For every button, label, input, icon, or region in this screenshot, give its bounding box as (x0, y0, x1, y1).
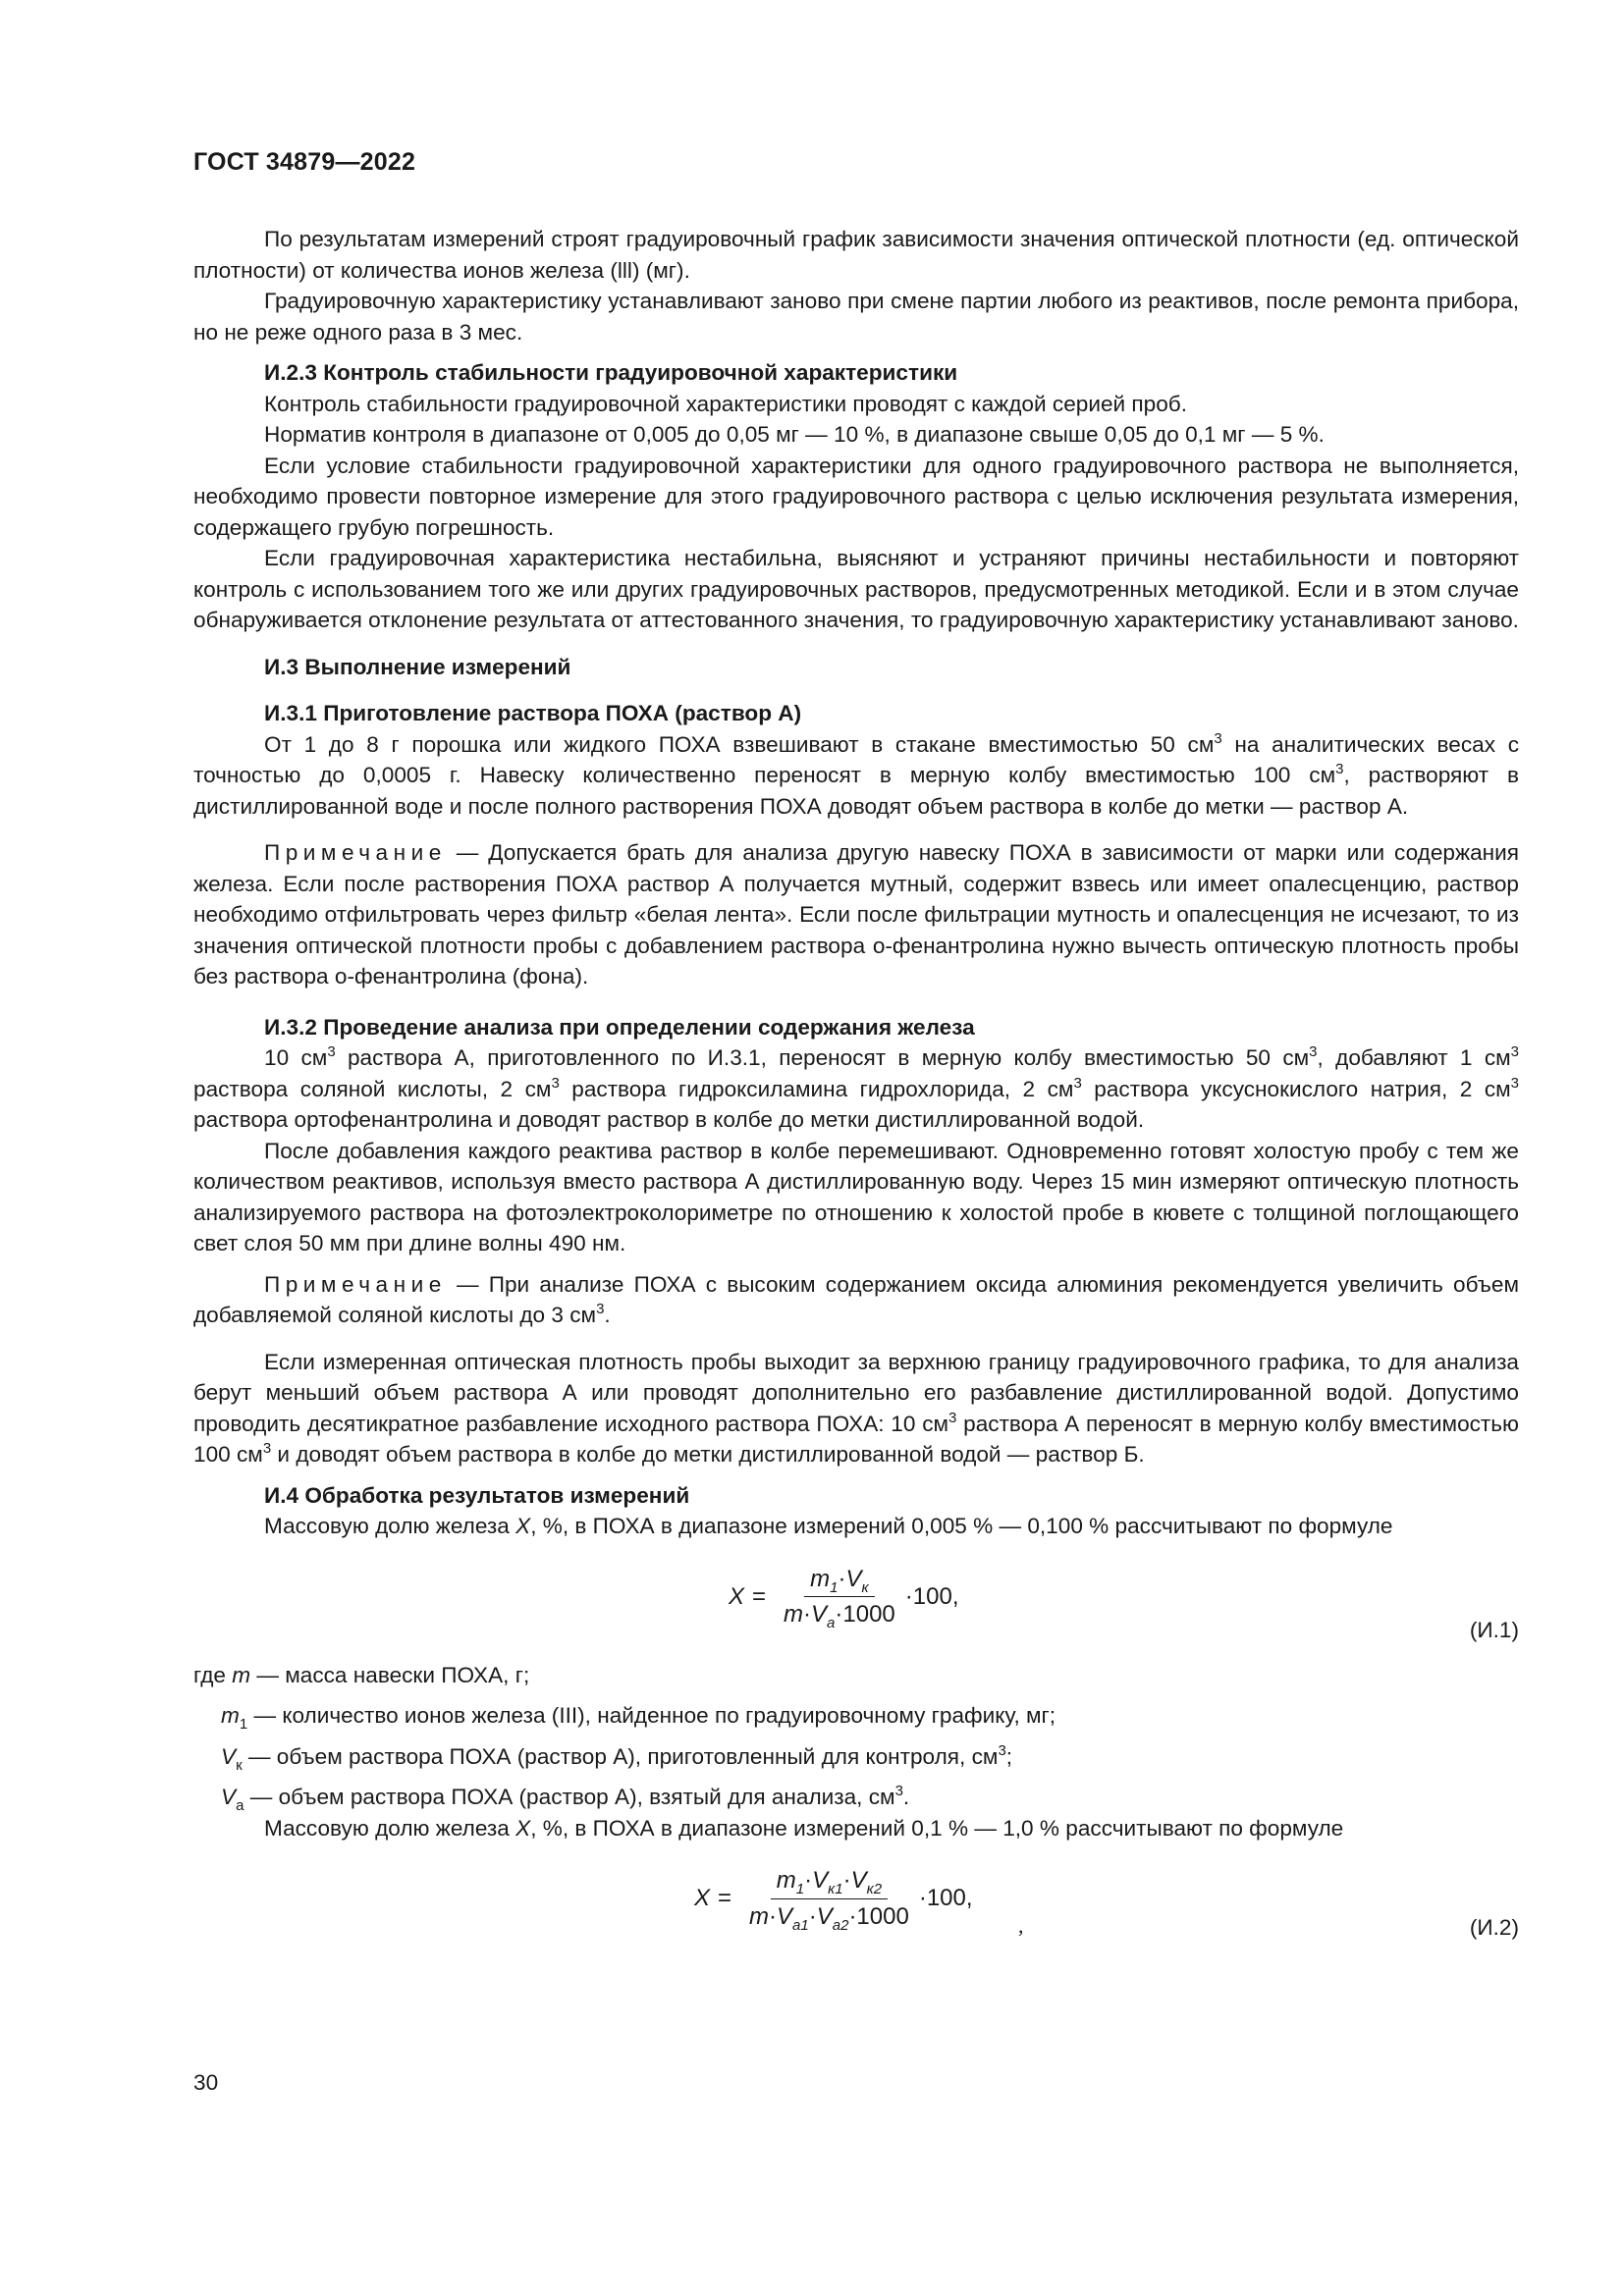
fraction: $\frac{m_1\cdot V_{к1}\cdot V_{к2}}{m\cdot V_{а1}\cdot V_{а2}\cdot 1000}$ (749, 1867, 909, 1934)
paragraph: Норматив контроля в диапазоне от 0,005 до 0,05 мг — 10 %, в диапазоне свыше 0,05 до 0,1 мг — 5 %. (264, 422, 1325, 447)
paragraph: От 1 до 8 г порошка или жидкого ПОХА взвешивают в стакане вместимостью 50 $см^3$ на аналитических весах с точностью до 0,0005 г. Навеску количественно переносят в мерную колбу вместимостью 100 $см^3$, растворяют в дистиллированной воде и после полного растворения ПОХА доводят объем раствора в колбе до метки — раствор А. (193, 729, 1519, 819)
page-number: 30 (193, 2070, 219, 2095)
section-heading-i23: И.2.3 Контроль стабильности градуировочной характеристики (264, 360, 958, 385)
section-heading-i31: И.3.1 Приготовление раствора ПОХА (раствор А) (264, 701, 802, 725)
definition: $m_1$ — количество ионов железа (III), найденное по градуировочному графику, мг; (221, 1703, 1056, 1733)
equation-number: (И.1) (1469, 1617, 1519, 1642)
note: Примечание — При анализе ПОХА с высоким содержанием оксида алюминия рекомендуется увеличить объем добавляемой соляной кислоты до 3 $см^3$. (193, 1271, 1519, 1327)
paragraph: По результатам измерений строят градуировочный график зависимости значения оптической плотности (ед. оптической плотности) от количества ионов железа (lll) (мг). (193, 227, 1519, 283)
paragraph: После добавления каждого реактива раствор в колбе перемешивают. Одновременно готовят холостую пробу с тем же количеством реактивов, используя вместо раствора А дистиллированную воду. Через 15 мин измеряют оптическую плотность анализируемого раствора на фотоэлектроколориметре по отношению к холостой пробе в кювете с толщиной поглощающего свет слоя 50 мм при длине волны 490 нм. (193, 1138, 1519, 1255)
standard-header: ГОСТ 34879—2022 (193, 148, 416, 176)
formula-i2: X = $\frac{m_1\cdot V_{к1}\cdot V_{к2}}{m\cdot V_{а1}\cdot V_{а2}\cdot 1000}$ ·100, , (И.2) (193, 1843, 1519, 1951)
stray-comma: , (1018, 1913, 1024, 1938)
formula-lhs: X (694, 1885, 711, 1912)
section-heading-i32: И.3.2 Проведение анализа при определении содержания железа (264, 1014, 975, 1040)
note-label: Примечание (264, 840, 447, 865)
note-label: Примечание (264, 1271, 447, 1297)
fraction: $\frac{m_1\cdot V_к}{m\cdot V_а\cdot 1000}$ (784, 1565, 895, 1631)
section-heading-i3: И.3 Выполнение измерений (264, 654, 571, 679)
note: Примечание — Допускается брать для анализа другую навеску ПОХА в зависимости от марки или содержания железа. Если после растворения ПОХА раствор А получается мутный, содержит взвесь или имеет опалесценцию, раствор необходимо отфильтровать через фильтр «белая лента». Если после фильтрации мутность и опалесценция не исчезают, то из значения оптической плотности пробы с добавлением раствора о-фенантролина нужно вычесть оптическую плотность пробы без раствора о-фенантролина (фона). (193, 840, 1519, 988)
paragraph: Массовую долю железа X, %, в ПОХА в диапазоне измерений 0,005 % — 0,100 % рассчитывают по формуле (264, 1514, 1393, 1538)
formula-lhs: X (729, 1582, 745, 1610)
paragraph: Контроль стабильности градуировочной характеристики проводят с каждой серией проб. (264, 391, 1187, 416)
paragraph: Массовую долю железа X, %, в ПОХА в диапазоне измерений 0,1 % — 1,0 % рассчитывают по формуле (264, 1815, 1344, 1841)
paragraph: Если условие стабильности градуировочной характеристики для одного градуировочного раствора не выполняется, необходимо провести повторное измерение для этого градуировочного раствора с целью исключения результата измерения, содержащего грубую погрешность. (193, 453, 1519, 540)
definition: где m — масса навески ПОХА, г; (193, 1662, 530, 1687)
paragraph: Градуировочную характеристику устанавливают заново при смене партии любого из реактивов, после ремонта прибора, но не реже одного раза в 3 мес. (193, 289, 1519, 345)
definition: $V_а$ — объем раствора ПОХА (раствор А), взятый для анализа, $см^3$. (221, 1783, 910, 1814)
definition: $V_к$ — объем раствора ПОХА (раствор А), приготовленный для контроля, $см^3$; (221, 1741, 1013, 1774)
paragraph: 10 $см^3$ раствора А, приготовленного по И.3.1, переносят в мерную колбу вместимостью 50 $см^3$, добавляют 1 $см^3$ раствора соляной кислоты, 2 $см^3$ раствора гидроксиламина гидрохлорида, 2 $см^3$ раствора уксуснокислого натрия, 2 $см^3$ раствора ортофенантролина и доводят раствор в колбе до метки дистиллированной водой. (193, 1043, 1519, 1132)
paragraph: Если градуировочная характеристика нестабильна, выясняют и устраняют причины нестабильности и повторяют контроль с использованием того же или других градуировочных растворов, предусмотренных методикой. Если и в этом случае обнаруживается отклонение результата от аттестованного значения, то градуировочную характеристику устанавливают заново. (193, 546, 1519, 632)
formula-i1: X = $\frac{m_1\cdot V_к}{m\cdot V_а\cdot 1000}$ ·100, (И.1) (193, 1542, 1519, 1650)
equation-number: (И.2) (1469, 1915, 1519, 1940)
paragraph: Если измеренная оптическая плотность пробы выходит за верхнюю границу градуировочного графика, то для анализа берут меньший объем раствора А или проводят дополнительно его разбавление дистиллированной водой. Допустимо проводить десятикратное разбавление исходного раствора ПОХА: 10 $см^3$ раствора А переносят в мерную колбу вместимостью 100 $см^3$ и доводят объем раствора в колбе до метки дистиллированной водой — раствор Б. (193, 1349, 1519, 1467)
document-body (193, 224, 1519, 1951)
section-heading-i4: И.4 Обработка результатов измерений (264, 1482, 690, 1508)
